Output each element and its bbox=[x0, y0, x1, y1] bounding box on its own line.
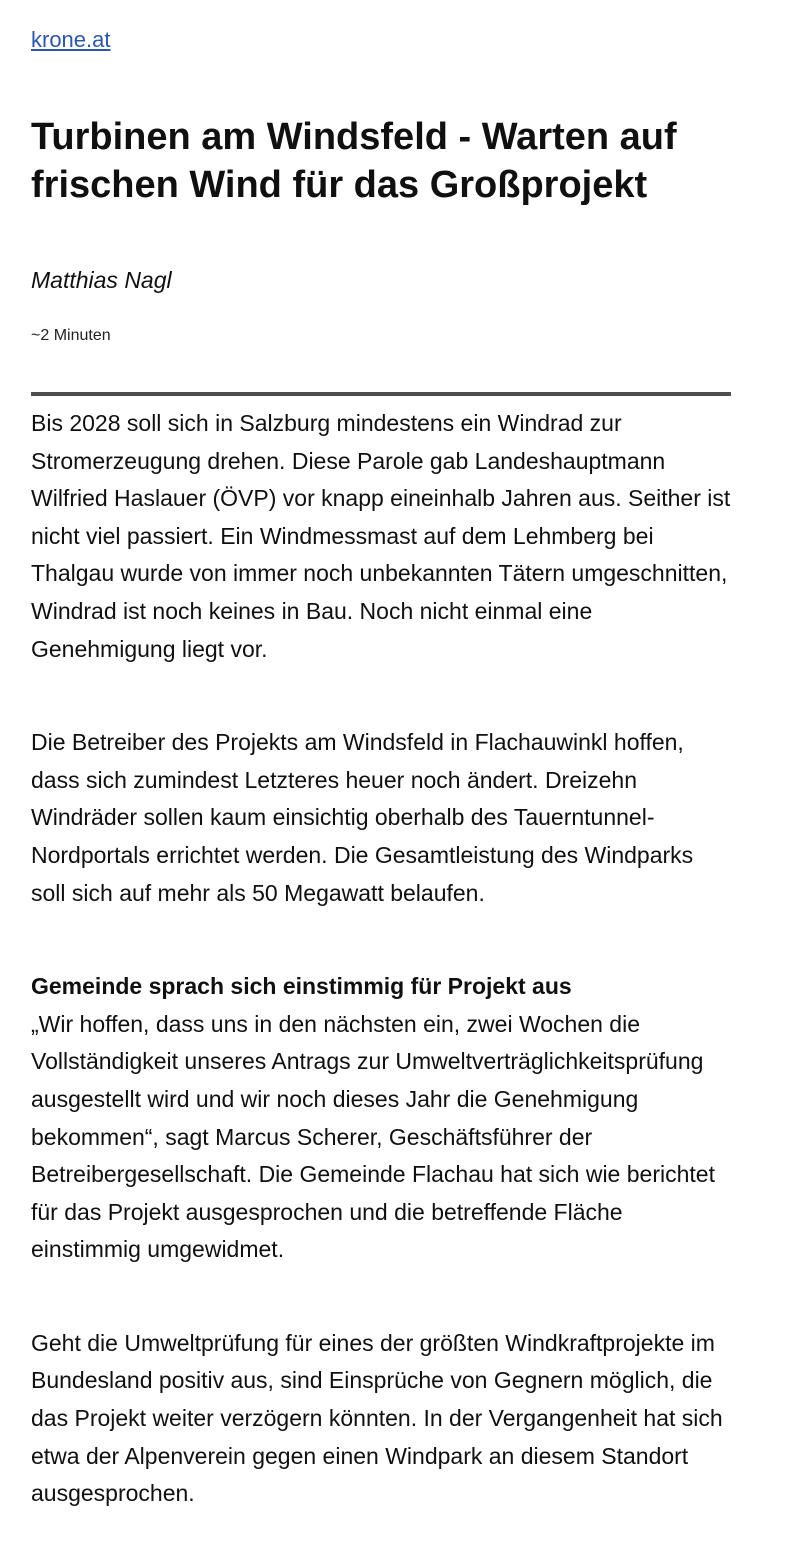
reading-time: ~2 Minuten bbox=[31, 327, 111, 344]
article-paragraph-2: Die Betreiber des Projekts am Windsfeld in Flachauwinkl hoffen, dass sich zumindest Letzteres heuer noch ändert. Dreizehn Windräder sollen kaum einsichtig oberhalb des Tauerntunnel-Nordportals errichtet werden. Die Gesamtleistung des Windparks soll sich auf mehr als 50 Megawatt belaufen. bbox=[31, 729, 694, 906]
article-byline: Matthias Nagl bbox=[31, 267, 172, 293]
header-separator-rule bbox=[31, 392, 731, 396]
article-body bbox=[31, 405, 731, 1513]
source-domain-link[interactable]: krone.at bbox=[31, 27, 111, 52]
article-title: Turbinen am Windsfeld - Warten auf frischen Wind für das Großprojekt bbox=[31, 116, 677, 206]
reader-view bbox=[31, 28, 731, 1513]
article-paragraph-1: Bis 2028 soll sich in Salzburg mindestens ein Windrad zur Stromerzeugung drehen. Diese Parole gab Landeshauptmann Wilfried Haslauer (ÖVP) vor knapp eineinhalb Jahren aus. Seither ist nicht viel passiert. Ein Windmessmast auf dem Lehmberg bei Thalgau wurde von immer noch unbekannten Tätern umgeschnitten, Windrad ist noch keines in Bau. Noch nicht einmal eine Genehmigung liegt vor. bbox=[31, 410, 731, 662]
article-paragraph-4: Geht die Umweltprüfung für eines der größten Windkraftprojekte im Bundesland positiv aus, sind Einsprüche von Gegnern möglich, die das Projekt weiter verzögern könnten. In der Vergangenheit hat sich etwa der Alpenverein gegen einen Windpark an diesem Standort ausgesprochen. bbox=[31, 1329, 723, 1507]
article-subheading: Gemeinde sprach sich einstimmig für Projekt aus bbox=[31, 973, 572, 1000]
article-paragraph-3: „Wir hoffen, dass uns in den nächsten ein, zwei Wochen die Vollständigkeit unseres Antrags zur Umweltverträglichkeitsprüfung ausgestellt wird und wir noch dieses Jahr die Genehmigung bekommen“, sagt Marcus Scherer, Geschäftsführer der Betreibergesellschaft. Die Gemeinde Flachau hat sich wie berichtet für das Projekt ausgesprochen und die betreffende Fläche einstimmig umgewidmet. bbox=[31, 1010, 715, 1263]
